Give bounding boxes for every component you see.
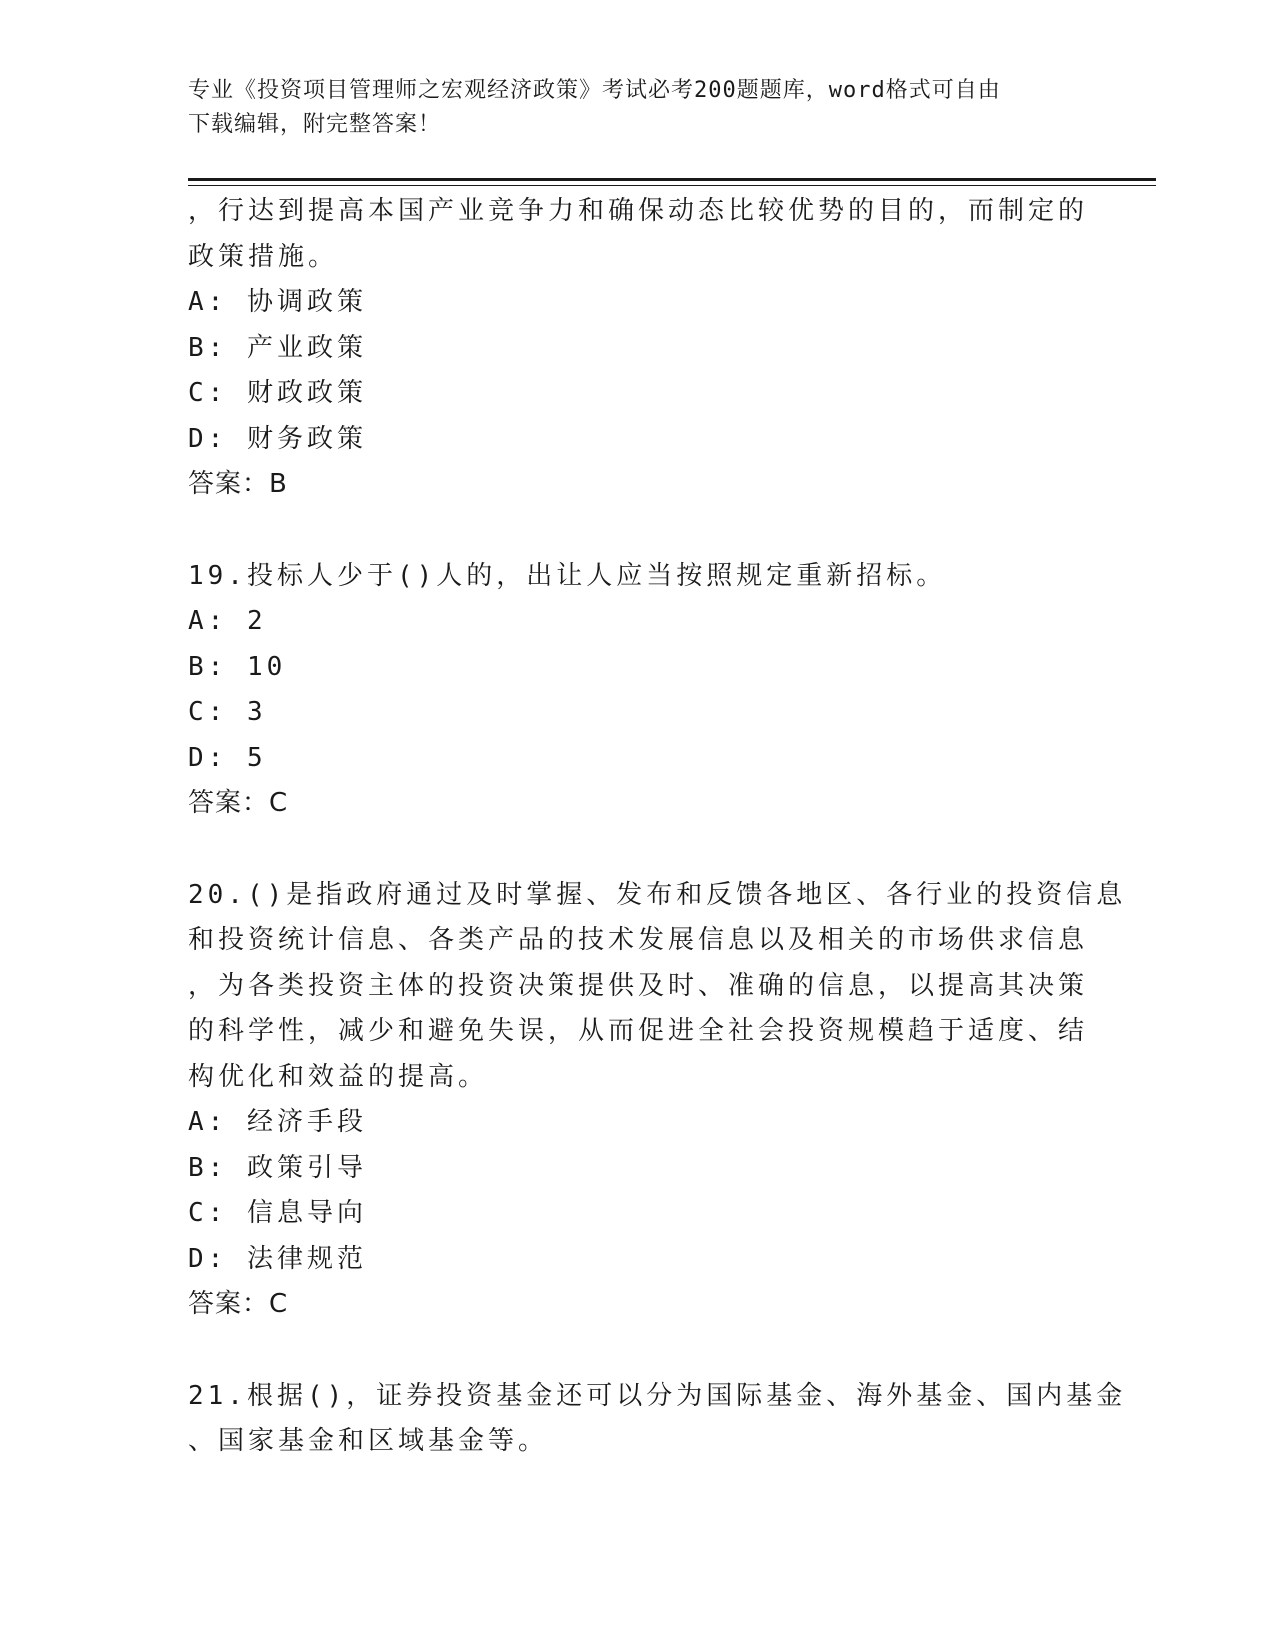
- option-a: A: 经济手段: [188, 1107, 367, 1137]
- option-d: D: 法律规范: [188, 1243, 367, 1274]
- header-divider-thin: [188, 185, 1156, 186]
- document-body: [188, 189, 1127, 1465]
- question-text: 、国家基金和区域基金等。: [188, 1426, 549, 1456]
- option-c: C: 3: [188, 697, 267, 727]
- spacer: [188, 508, 1088, 554]
- answer-label: 答案：C: [188, 788, 289, 818]
- answer-label: 答案：B: [188, 469, 288, 499]
- question-text: ，为各类投资主体的投资决策提供及时、准确的信息，以提高其决策: [188, 970, 1089, 1001]
- option-d: D: 5: [188, 742, 267, 773]
- question-text: 21.根据()，证券投资基金还可以分为国际基金、海外基金、国内基金: [188, 1380, 1127, 1411]
- question-text: ，行达到提高本国产业竞争力和确保动态比较优势的目的，而制定的: [188, 196, 1089, 226]
- question-text: 和投资统计信息、各类产品的技术发展信息以及相关的市场供求信息: [188, 925, 1089, 955]
- header-line-2: 下载编辑，附完整答案！: [188, 112, 442, 137]
- option-b: B: 产业政策: [188, 332, 367, 363]
- spacer: [188, 827, 1088, 873]
- option-a: A: 2: [188, 606, 267, 636]
- option-b: B: 10: [188, 651, 287, 682]
- question-21: [188, 1374, 1127, 1465]
- option-a: A: 协调政策: [188, 287, 367, 317]
- header-line-1: 专业《投资项目管理师之宏观经济政策》考试必考200题题库，word格式可自由: [188, 78, 1001, 103]
- question-text: 构优化和效益的提高。: [188, 1061, 489, 1092]
- question-18: [188, 189, 1088, 508]
- question-20: [188, 873, 1127, 1328]
- option-d: D: 财务政策: [188, 423, 367, 454]
- option-c: C: 信息导向: [188, 1198, 367, 1228]
- option-b: B: 政策引导: [188, 1152, 367, 1183]
- document-header: [188, 74, 1068, 142]
- question-text: 的科学性，减少和避免失误，从而促进全社会投资规模趋于适度、结: [188, 1016, 1089, 1046]
- question-text: 20.()是指政府通过及时掌握、发布和反馈各地区、各行业的投资信息: [188, 879, 1127, 910]
- option-c: C: 财政政策: [188, 378, 367, 408]
- header-divider-thick: [188, 178, 1156, 181]
- question-19: [188, 554, 1088, 827]
- answer-label: 答案：C: [188, 1289, 289, 1319]
- spacer: [188, 1328, 1088, 1374]
- question-text: 19.投标人少于()人的，出让人应当按照规定重新招标。: [188, 560, 947, 591]
- question-text: 政策措施。: [188, 241, 339, 272]
